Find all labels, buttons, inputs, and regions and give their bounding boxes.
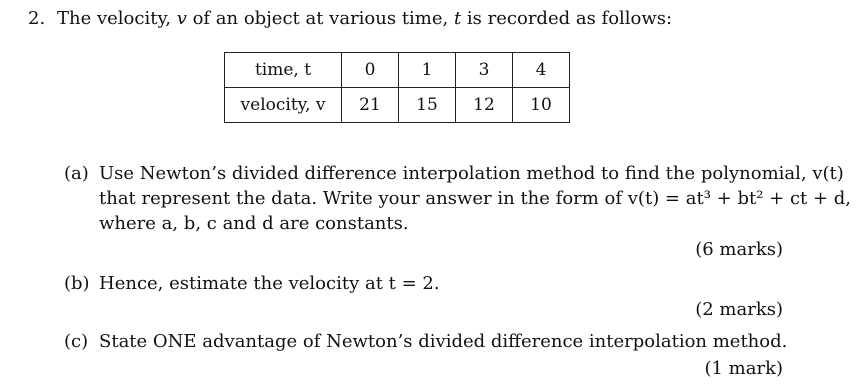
stem-var-v: v xyxy=(176,8,187,29)
time-cell: 3 xyxy=(456,53,513,88)
time-cell: 1 xyxy=(399,53,456,88)
time-cell: 4 xyxy=(513,53,570,88)
data-table xyxy=(224,52,570,123)
part-a-marks: (6 marks) xyxy=(695,239,783,260)
part-c-label: (c) xyxy=(64,331,89,352)
stem-var-t: t xyxy=(453,8,462,29)
velocity-cell: 10 xyxy=(513,88,570,123)
row-label-velocity: velocity, v xyxy=(225,88,342,123)
part-a-line2: that represent the data. Write your answer in the form of v(t) = at³ + bt² + ct + d, xyxy=(99,188,852,209)
part-b-text: Hence, estimate the velocity at t = 2. xyxy=(99,273,440,294)
velocity-cell: 15 xyxy=(399,88,456,123)
stem-mid: of an object at various time, xyxy=(186,8,454,29)
velocity-cell: 12 xyxy=(456,88,513,123)
question-number: 2. xyxy=(28,8,46,29)
part-c-text: State ONE advantage of Newton’s divided difference interpolation method. xyxy=(99,331,788,352)
velocity-cell: 21 xyxy=(342,88,399,123)
row-label-time: time, t xyxy=(225,53,342,88)
part-a-line3: where a, b, c and d are constants. xyxy=(99,213,409,234)
stem-pre: The velocity, xyxy=(57,8,177,29)
question-stem xyxy=(57,8,672,29)
part-a-label: (a) xyxy=(64,163,89,184)
time-cell: 0 xyxy=(342,53,399,88)
table-row-time xyxy=(225,53,570,88)
part-a-line1: Use Newton’s divided difference interpolation method to find the polynomial, v(t) xyxy=(99,163,844,184)
part-b-marks: (2 marks) xyxy=(695,299,783,320)
part-b-label: (b) xyxy=(64,273,90,294)
stem-post: is recorded as follows: xyxy=(461,8,673,29)
part-c-marks: (1 mark) xyxy=(704,358,783,379)
table-row-velocity xyxy=(225,88,570,123)
